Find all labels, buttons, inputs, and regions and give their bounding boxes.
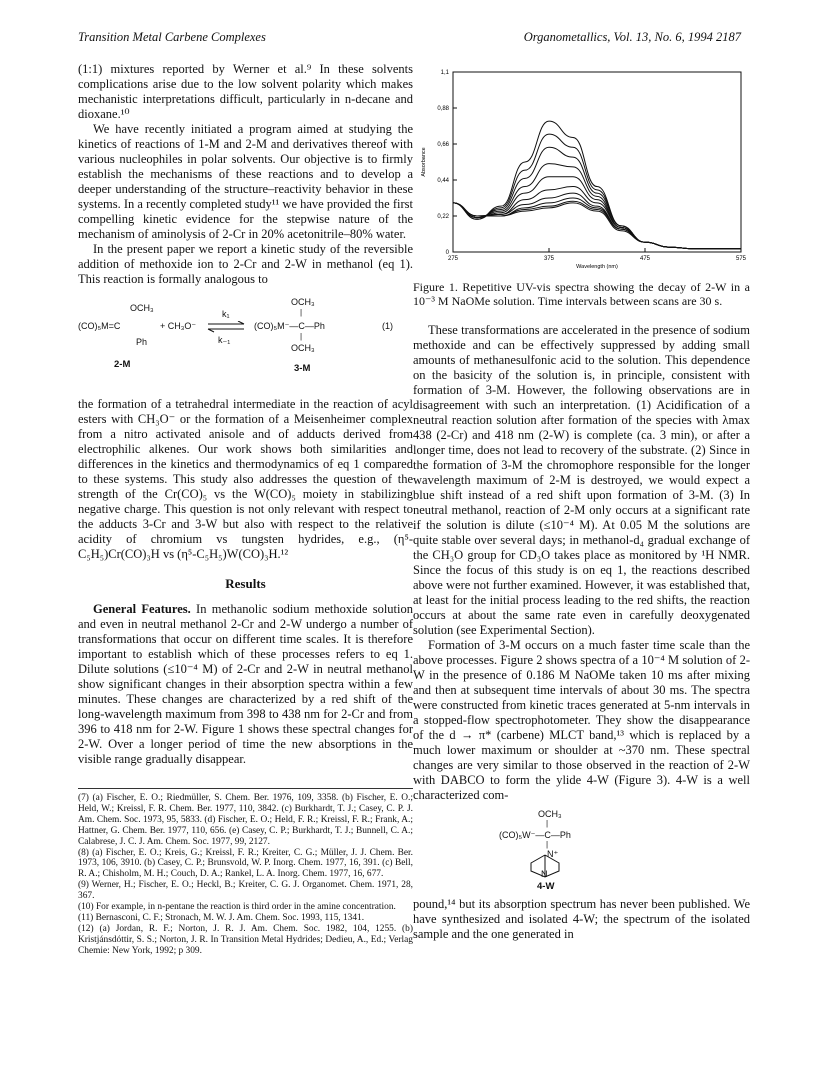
equation-1 bbox=[78, 295, 413, 393]
footnote-8: (8) (a) Fischer, E. O.; Kreis, G.; Kreissl, F. R.; Kreiter, C. G.; Müller, J. J. Chem. Ber. 1973, 106, 3910. (b) Casey, C. P.; Brunsvold, W. P. Inorg. Chem. 1977, 16, 391. (c) Bell, R. A.; Chisholm, M. H.; Couch, D. A.; Rankel, L. A. Inorg. Chem. 1977, 16, 677. bbox=[78, 847, 413, 880]
struct-och3: OCH₃ bbox=[538, 808, 562, 819]
paragraph-intro-continued: (1:1) mixtures reported by Werner et al.⁹ In these solvents complications arise due to the low solvent polarity which makes mechanistic interpretations difficult, particularly in n-decane and dioxane.¹⁰ bbox=[78, 62, 413, 121]
struct-label: 4-W bbox=[537, 880, 555, 892]
x-axis-label: Wavelength (nm) bbox=[576, 264, 618, 270]
footnote-11: (11) Bernasconi, C. F.; Stronach, M. W. J. Am. Chem. Soc. 1993, 115, 1341. bbox=[78, 912, 365, 923]
y-tick-label: 0 bbox=[445, 250, 449, 256]
y-tick-label: 0,44 bbox=[437, 178, 449, 184]
footnote-12: (12) (a) Jordan, R. F.; Norton, J. R. J. Am. Chem. Soc. 1982, 104, 1255. (b) Kristjánsdóttir, S. S.; Norton, J. R. In Transition Metal Hydrides; Dedieu, A., Ed.; Verlag Chemie: New York, 1992; p 309. bbox=[78, 923, 413, 956]
struct-n: N bbox=[541, 868, 548, 879]
eq-bond-bottom: | bbox=[300, 332, 303, 341]
y-tick-label: 0,66 bbox=[437, 142, 449, 148]
paragraph-present-paper: In the present paper we report a kinetic study of the reversible addition of methoxide ion to 2-Cr and 2-W in methanol (eq 1). This reaction is formally analogous to bbox=[78, 242, 413, 286]
footnote-10: (10) For example, in n-pentane the reaction is third order in the amine concentration. bbox=[78, 902, 396, 913]
structure-4w bbox=[413, 808, 750, 892]
paragraph-tetrahedral: the formation of a tetrahedral intermediate in the reaction of acyl esters with CH₃O⁻ or the formation of a Meisenheimer complex from a nitro activated anisole and of adducts derived from electrophilic alkenes. Our work shows both similarities and differences in the kinetics and thermodynamics of eq 1 compared to these systems. This study also addresses the question of the strength of the Cr(CO)₅ vs the W(CO)₅ moiety in stabilizing negative charge. This question is not only relevant with respect to the adducts 3-Cr and 3-W but also with respect to the relative acidity of chromium vs tungsten hydrides, e.g., (η⁵-C₅H₅)Cr(CO)₃H vs (η⁵-C₅H₅)W(CO)₃H.¹² bbox=[78, 397, 413, 561]
eq-label-reactant: 2-M bbox=[114, 359, 131, 370]
figure-1-caption: Figure 1. Repetitive UV-vis spectra showing the decay of 2-W in a 10⁻³ M NaOMe solution. Time intervals between scans are 30 s. bbox=[413, 280, 750, 309]
running-header-journal: Organometallics, Vol. 13, No. 6, 1994 2187 bbox=[523, 30, 741, 44]
x-tick-label: 575 bbox=[735, 256, 747, 262]
y-tick-label: 0,22 bbox=[437, 214, 449, 220]
paragraph-program: We have recently initiated a program aimed at studying the kinetics of reactions of 1-M and 2-M and derivatives thereof with various nucleophiles in polar solvents. Our objective is to firmly establish the mechanisms of these reactions and to develop a deeper understanding of the structure–reactivity behavior in these systems. In a recently completed study¹¹ we have provided the first compelling kinetic evidence for the stepwise nature of the mechanism of aminolysis of 2-Cr in 20% acetonitrile–80% water. bbox=[78, 122, 413, 241]
struct-bond-top: | bbox=[546, 818, 549, 828]
paragraph-formation-3m: Formation of 3-M occurs on a much faster time scale than the above processes. Figure 2 shows spectra of a 10⁻⁴ M solution of 2-W in the presence of 0.186 M NaOMe taken 10 ms after mixing and then at subsequent time intervals of about 30 ms. The spectra were constructed from kinetic traces generated at 5-nm intervals in a stopped-flow spectrophotometer. They show the disappearance of the d → π* (carbene) MLCT band,¹³ which is replaced by a much lower maximum or shoulder at ~370 nm. These spectral changes are very similar to those observed in the reaction of 2-W with DABCO to form the ylide 4-W (Figure 3). 4-W is a well characterized com- bbox=[413, 637, 750, 802]
eq-methoxide: + CH₃O⁻ bbox=[160, 321, 197, 331]
eq-k1: k₁ bbox=[222, 309, 230, 319]
section-heading-results: Results bbox=[225, 576, 266, 591]
paragraph-compound: pound,¹⁴ but its absorption spectrum has never been published. We have synthesized and isolated 4-W; the spectrum of the isolated sample and the one generated in bbox=[413, 896, 750, 941]
footnote-7: (7) (a) Fischer, E. O.; Riedmüller, S. Chem. Ber. 1976, 109, 3358. (b) Fischer, E. O.; Held, W.; Kreissl, F. R. Chem. Ber. 1977, 110, 3842. (c) Burkhardt, T. J.; Casey, C. P. J. Am. Chem. Soc. 1973, 95, 5833. (d) Fischer, E. O.; Held, F. R.; Kreissl, F. R.; Frank, A.; Hattner, G. Chem. Ber. 1977, 110, 656. (e) Casey, C. P.; Burkhardt, T. J.; Bunnell, C. A.; Calabrese, J. C. J. Am. Chem. Soc. 1977, 99, 2127. bbox=[78, 793, 413, 847]
footnotes bbox=[78, 788, 413, 957]
left-column bbox=[78, 62, 413, 767]
eq-bond-top: | bbox=[300, 308, 303, 317]
eq-reactant-formula: (CO)₅M=C bbox=[78, 321, 121, 331]
eq-label-product: 3-M bbox=[294, 363, 311, 374]
x-tick-label: 275 bbox=[447, 256, 459, 262]
y-axis-label: Absorbance bbox=[421, 147, 427, 177]
spectrum-line-2 bbox=[453, 134, 741, 249]
eq-och3-left: OCH₃ bbox=[130, 303, 154, 313]
dabco-ring-icon bbox=[525, 853, 571, 879]
eq-k-minus-1: k₋₁ bbox=[218, 335, 231, 345]
y-tick-label: 1,1 bbox=[440, 70, 449, 76]
spectrum-line-8 bbox=[453, 198, 741, 249]
eq-och3-bottom: OCH₃ bbox=[291, 343, 315, 353]
struct-bond-n: | bbox=[546, 839, 549, 849]
footnote-9: (9) Werner, H.; Fischer, E. O.; Heckl, B.; Kreiter, C. G. J. Organomet. Chem. 1971, 28, 367. bbox=[78, 880, 413, 902]
eq-ph-left: Ph bbox=[136, 337, 148, 347]
x-tick-label: 375 bbox=[543, 256, 555, 262]
plot-frame bbox=[453, 72, 741, 252]
paragraph-general-features bbox=[78, 602, 413, 767]
y-tick-label: 0,88 bbox=[437, 106, 449, 112]
spectrum-line-3 bbox=[453, 147, 741, 248]
struct-formula: (CO)₅W⁻—C—Ph bbox=[499, 829, 571, 840]
paragraph-transformations: These transformations are accelerated in the presence of sodium methoxide and can be effectively suppressed by adding small amounts of methanesulfonic acid to the solution. This dependence on the basicity of the solution is, in principle, consistent with formation of 3-M. However, the following observations are in disagreement with such an interpretation. (1) Acidification of a neutral reaction solution after formation of the species with λmax 438 (2-Cr) and 418 nm (2-W) is complete (ca. 3 min), or after a longer time, does not lead to recovery of the substrate. (2) Since in the formation of 3-M the chromophore responsible for the longer wavelength maximum of 2-M is destroyed, we would expect a blue shift instead of a red shift upon formation of 3-M. (3) In neutral methanol, reaction of 2-M only occurs at a significant rate if the solution is dilute (≤10⁻⁴ M). At 0.05 M the solutions are quite stable over several days; in methanol-d₄ gradual exchange of the CH₃O group for CD₃O takes place as monitored by ¹H NMR. Since the focus of this study is on eq 1, the reactions described above were not further examined. However, it was established that, at least for the initial process leading to the red shifts, the reaction occurs at about the same rate even in carefully deoxygenated solution (see Experimental Section). bbox=[413, 322, 750, 637]
run-in-heading: General Features. bbox=[93, 602, 191, 616]
eq-och3-top: OCH₃ bbox=[291, 297, 315, 307]
paragraph-general-features-text: In methanolic sodium methoxide solution and even in neutral methanol 2-Cr and 2-W undergo a number of transformations that occur on different time scales. It is therefore important to establish which of these processes refers to eq 1. Dilute solutions (≤10⁻⁴ M) of 2-Cr and 2-W in neutral methanol show significant changes in their absorption spectra within a few minutes. These changes are characterized by a red shift of the long-wavelength maximum from 398 to 438 nm for 2-Cr and from 396 to 418 nm for 2-W. Figure 1 shows these spectral changes for 2-W. Over a longer period of time the new absorptions in the visible range gradually disappear. bbox=[78, 602, 414, 766]
eq-product-formula: (CO)₅M⁻—C—Ph bbox=[254, 321, 325, 331]
figure-1 bbox=[413, 62, 750, 280]
spectrum-line-5 bbox=[453, 177, 741, 249]
spectrum-line-7 bbox=[453, 193, 741, 249]
right-column bbox=[413, 62, 750, 942]
spectrum-line-1 bbox=[453, 121, 741, 249]
running-header-title: Transition Metal Carbene Complexes bbox=[78, 30, 266, 44]
figure-1-chart bbox=[413, 62, 750, 280]
struct-n-plus: N⁺ bbox=[547, 848, 559, 859]
eq-equilibrium-arrows bbox=[206, 321, 246, 333]
x-tick-label: 475 bbox=[639, 256, 651, 262]
eq-number: (1) bbox=[382, 321, 393, 331]
